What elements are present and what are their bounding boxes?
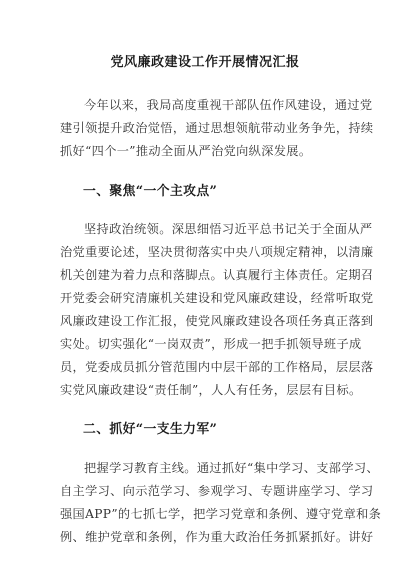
paragraph-line: 开党委会研究清廉机关建设和党风廉政建设，经常听取党	[60, 291, 374, 305]
paragraph-line: 例、维护党章和条例，作为重大政治任务抓紧抓好。讲好	[60, 530, 374, 544]
paragraph-line: 强国APP”的七抓七学，把学习党章和条例、遵守党章和条	[60, 507, 382, 521]
section-heading: 二、抓好“一支生力军”	[83, 422, 218, 437]
paragraph-line: 风廉政建设工作汇报，使党风廉政建设各项任务真正落到	[60, 314, 374, 328]
paragraph-line: 治党重要论述，坚决贯彻落实中央八项规定精神，以清廉	[60, 245, 374, 259]
paragraph-line: 实党风廉政建设“责任制”，人人有任务，层层有目标。	[60, 383, 362, 397]
paragraph-line: 实处。切实强化“一岗双责”，形成一把手抓领导班子成	[60, 337, 362, 351]
paragraph-line: 坚持政治统领。深思细悟习近平总书记关于全面从严	[84, 222, 373, 236]
paragraph-line: 把握学习教育主线。通过抓好“集中学习、支部学习、	[84, 461, 379, 475]
section-heading: 一、聚焦“一个主攻点”	[83, 184, 218, 199]
intro-line: 今年以来，我局高度重视干部队伍作风建设，通过党	[84, 98, 373, 112]
intro-line: 抓好“四个一”推动全面从严治党向纵深发展。	[60, 144, 312, 158]
document-title: 党风廉政建设工作开展情况汇报	[110, 55, 300, 70]
paragraph-line: 自主学习、向示范学习、参观学习、专题讲座学习、学习	[60, 484, 374, 498]
intro-line: 建引领提升政治觉悟，通过思想领航带动业务争先，持续	[60, 121, 374, 135]
paragraph-line: 员，党委成员抓分管范围内中层干部的工作格局，层层落	[60, 360, 374, 374]
paragraph-line: 机关创建为着力点和落脚点。认真履行主体责任。定期召	[60, 268, 374, 282]
